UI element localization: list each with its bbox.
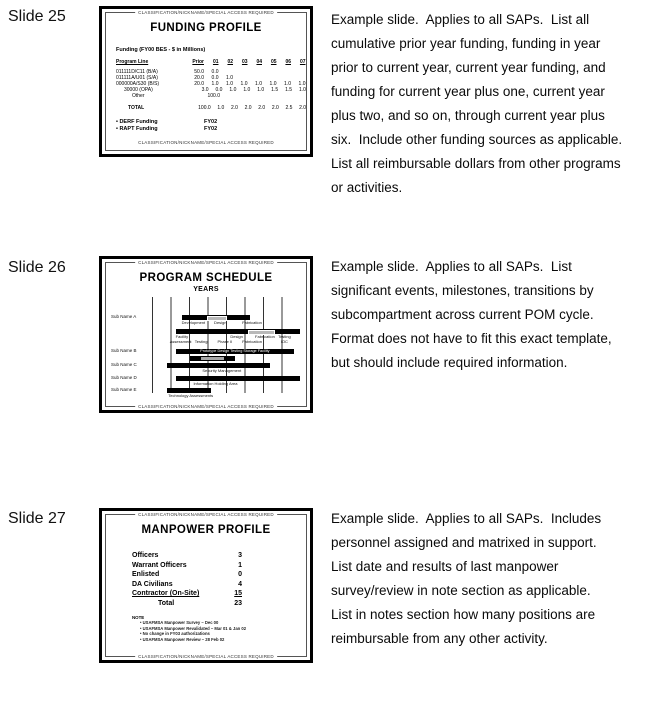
- list-item: • DERF Funding FY02: [116, 119, 218, 125]
- manpower-list: [132, 551, 306, 608]
- note-item: • USAFMSA Manpower Survey – Dec 00: [140, 620, 219, 626]
- slide-26-label: Slide 26: [8, 259, 66, 276]
- gantt-row-name: Sub Name B: [111, 348, 137, 353]
- bar-highlight: [201, 357, 224, 360]
- list-item: Contractor (On-Site) 15: [132, 590, 242, 597]
- table-row: 000000A/S30 (B/S) 20.0 1.0 1.0 1.0 1.0 1.0 1.0 1.0: [116, 81, 306, 87]
- gantt-caption: Development Design Fabrication: [181, 320, 262, 325]
- gantt-caption: Security Management: [202, 368, 242, 373]
- classification-banner-top: CLASSIFICATION/NICKNAME/SPECIAL ACCESS REQUIRED: [135, 512, 277, 517]
- slide-27-label: Slide 27: [8, 510, 66, 527]
- classification-banner-top: CLASSIFICATION/NICKNAME/SPECIAL ACCESS REQUIRED: [135, 260, 277, 265]
- note-item: • USAFMSA Manpower Revalidated – Mar 01 & Jan 02: [140, 625, 247, 631]
- list-item: Enlisted 0: [132, 571, 242, 578]
- slide-27-frame: [105, 514, 307, 657]
- manpower-note: NOTE • USAFMSA Manpower Survey – Dec 00 • USAFMSA Manpower Revalidated – Mar 01 & Jan 02 • No change in FY03 authorizations • USAFMSA Manpower Review – 28 Feb 02: [132, 615, 306, 642]
- slide-26-description: Example slide. Applies to all SAPs. List significant events, milestones, transitions by subcompartment across current POM cycle. Format does not have to fit this exact template, but should include required information.: [331, 259, 612, 370]
- funding-table-header: Program Line Prior 01 02 03 04 05 06 07: [116, 59, 306, 65]
- classification-banner-top: CLASSIFICATION/NICKNAME/SPECIAL ACCESS REQUIRED: [135, 10, 277, 15]
- gantt-caption: Assessment Testing Phase II Fabrication IOC: [169, 338, 288, 344]
- gantt-chart: [152, 297, 300, 398]
- classification-banner-bottom: CLASSIFICATION/NICKNAME/SPECIAL ACCESS REQUIRED: [135, 404, 277, 409]
- table-total-row: TOTAL 100.0 1.0 2.0 2.0 2.0 2.0 2.5 2.0: [128, 105, 307, 111]
- slide-25-frame: [105, 12, 307, 151]
- slide-25-thumbnail: [99, 6, 313, 157]
- table-row: 30000 (OPA) 3.0 0.0 1.0 1.0 1.0 1.5 1.5 1.0: [124, 87, 306, 93]
- table-row: 011111A/U01 (S/A) 20.0 0.0 1.0: [116, 75, 233, 81]
- table-row: 011111D/C11 (B/A) 50.0 0.0: [116, 69, 219, 75]
- slide-25-label: Slide 25: [8, 8, 66, 25]
- slide-26-thumbnail: [99, 256, 313, 413]
- note-item: • USAFMSA Manpower Review – 28 Feb 02: [140, 636, 225, 642]
- slide-27-thumbnail: [99, 508, 313, 663]
- funding-table: [114, 59, 306, 111]
- gantt-row-name: Sub Name E: [111, 387, 137, 392]
- slide-26-frame: [105, 262, 307, 407]
- gantt-caption: Information Holding Area: [193, 381, 238, 386]
- years-label: YEARS: [193, 286, 219, 293]
- funding-subtitle: Funding (FY00 BES - $ in Millions): [116, 47, 206, 53]
- program-schedule-title: PROGRAM SCHEDULE: [139, 272, 273, 284]
- list-item: • RAPT Funding FY02: [116, 126, 218, 132]
- note-item: • No change in FY03 authorizations: [140, 631, 210, 637]
- gantt-caption: Technology Assessments: [168, 393, 214, 398]
- list-item: Warrant Officers 1: [132, 561, 242, 569]
- list-item: DA Civilians 4: [132, 580, 242, 588]
- gantt-bar-sub-b: [176, 349, 294, 354]
- list-item: Officers 3: [132, 552, 242, 559]
- slide-27-description: Example slide. Applies to all SAPs. Includes personnel assigned and matrixed in support. List date and results of last manpower survey/review in note section as applicable. List in notes section how many positions are reimbursable from any other activity.: [331, 511, 602, 646]
- funding-bullets: [116, 119, 306, 133]
- gantt-caption: Facility Design Fabrication Testing: [175, 333, 291, 339]
- gantt-row-name: Sub Name C: [111, 362, 137, 367]
- gantt-bar-inline-label: Prototype Design Testing Storage Facility: [200, 349, 270, 353]
- table-row: Other 100.0: [132, 93, 220, 99]
- slide-25-description: Example slide. Applies to all SAPs. List all cumulative prior year funding, funding in year prior to current year, current year funding, and funding for current year plus one, current year plus two, and so on, through current year plus six. Include other funding sources as applicable. List all reimbursable dollars from other programs or activities.: [331, 12, 623, 195]
- classification-banner-bottom: CLASSIFICATION/NICKNAME/SPECIAL ACCESS REQUIRED: [138, 140, 274, 145]
- gantt-row-name: Sub Name A: [111, 314, 137, 319]
- funding-profile-title: FUNDING PROFILE: [150, 22, 262, 34]
- classification-banner-bottom: CLASSIFICATION/NICKNAME/SPECIAL ACCESS REQUIRED: [135, 654, 277, 659]
- gantt-row-name: Sub Name D: [111, 375, 137, 380]
- gantt-bar-sub-b2: [190, 356, 234, 361]
- list-item: Total 23: [158, 599, 242, 607]
- manpower-profile-title: MANPOWER PROFILE: [141, 524, 271, 536]
